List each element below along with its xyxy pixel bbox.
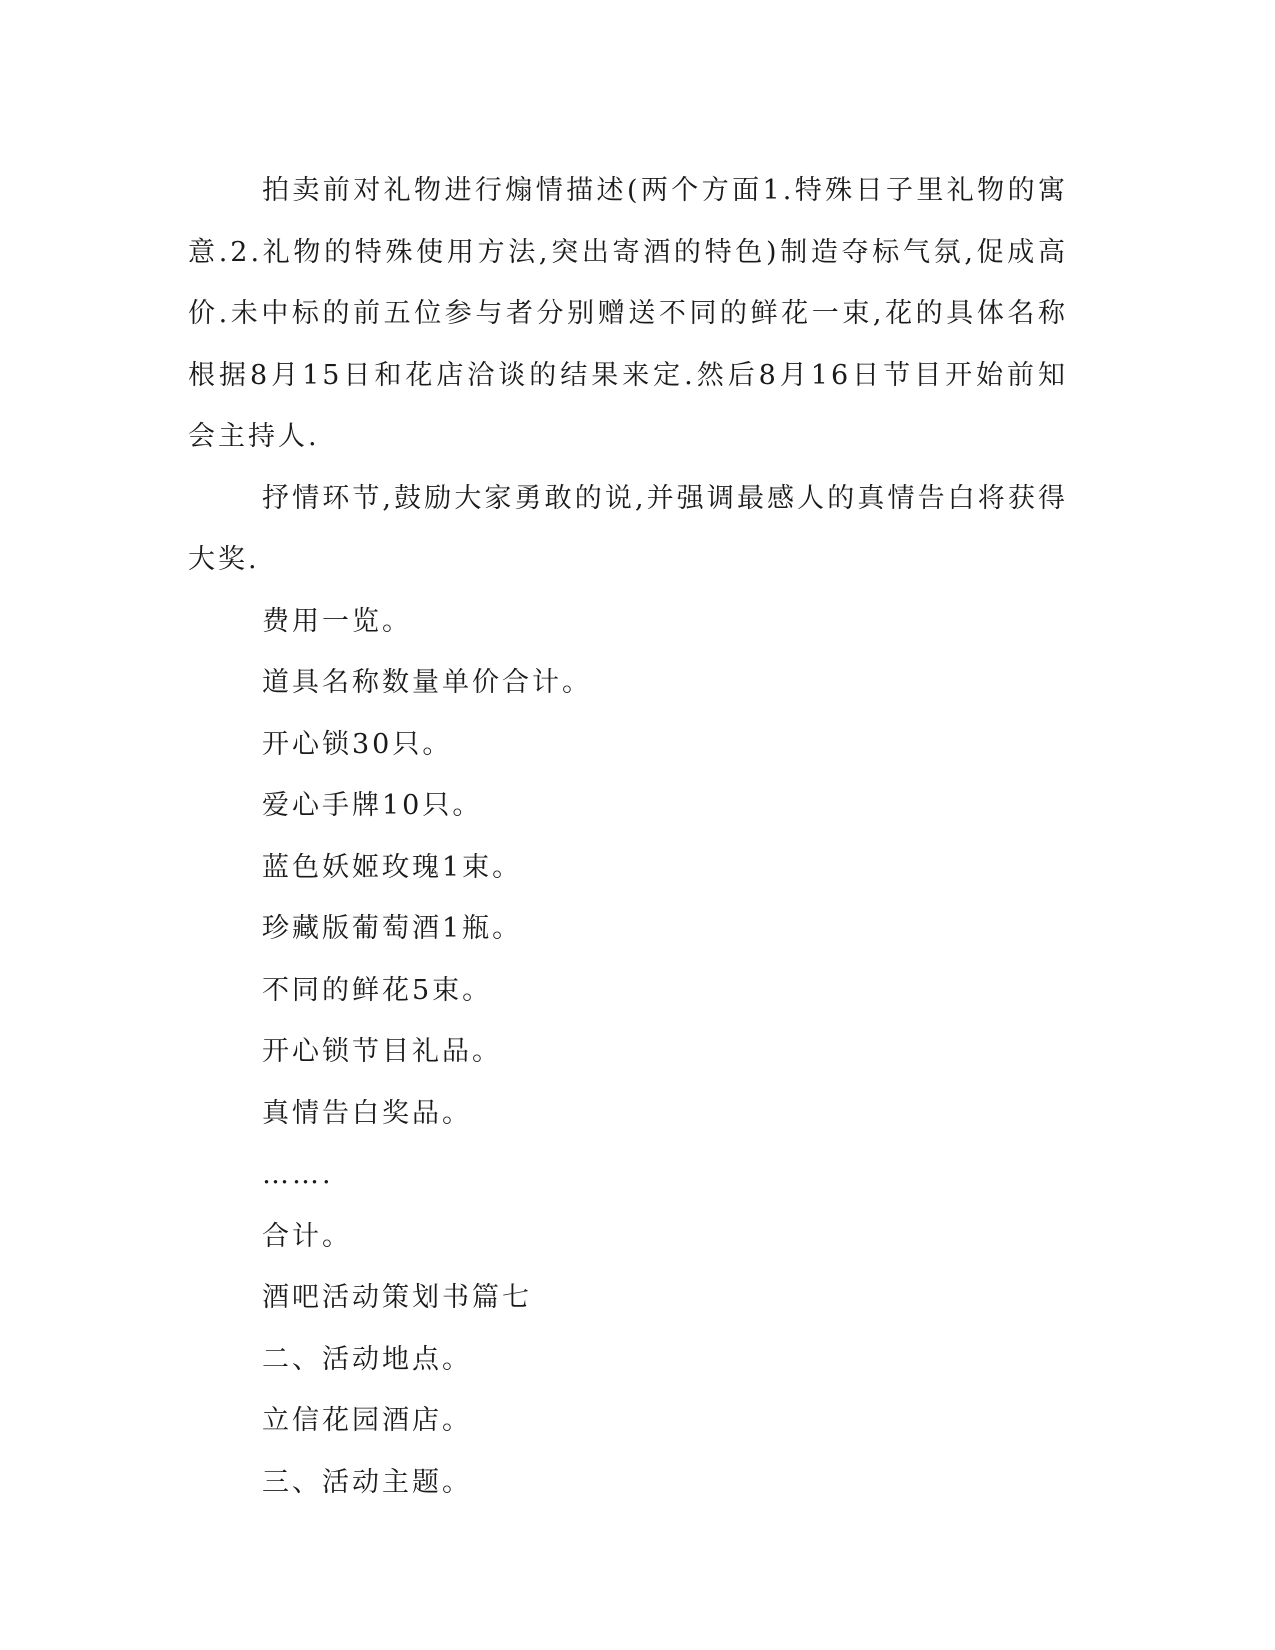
line-cost-header: 道具名称数量单价合计。 [262, 667, 592, 698]
line-item-wine: 珍藏版葡萄酒1瓶。 [262, 913, 523, 944]
line-venue: 立信花园酒店。 [262, 1405, 472, 1436]
paragraph-lyric-segment: 抒情环节,鼓励大家勇敢的说,并强调最感人的真情告白将获得大奖. [188, 482, 1068, 575]
line-item-hand-signs: 爱心手牌10只。 [262, 790, 483, 821]
line-item-locks: 开心锁30只。 [262, 728, 453, 760]
document-body [188, 160, 1068, 1513]
section-heading: 酒吧活动策划书篇七 [262, 1282, 532, 1313]
line-venue-heading: 二、活动地点。 [262, 1343, 472, 1375]
line-item-roses: 蓝色妖姬玫瑰1束。 [262, 851, 523, 883]
line-total: 合计。 [262, 1220, 352, 1252]
line-item-flowers: 不同的鲜花5束。 [262, 974, 493, 1006]
paragraph-auction-description: 拍卖前对礼物进行煽情描述(两个方面1.特殊日子里礼物的寓意.2.礼物的特殊使用方法,突出寄酒的特色)制造夺标气氛,促成高价.未中标的前五位参与者分别赠送不同的鲜花一束,花的具体名称根据8月15日和花店洽谈的结果来定.然后8月16日节目开始前知会主持人. [188, 175, 1068, 452]
line-cost-overview: 费用一览。 [262, 605, 412, 637]
line-item-lock-gifts: 开心锁节目礼品。 [262, 1036, 502, 1067]
line-theme-heading: 三、活动主题。 [262, 1466, 472, 1498]
line-item-confession-prizes: 真情告白奖品。 [262, 1097, 472, 1129]
line-ellipsis: ……. [262, 1159, 334, 1190]
